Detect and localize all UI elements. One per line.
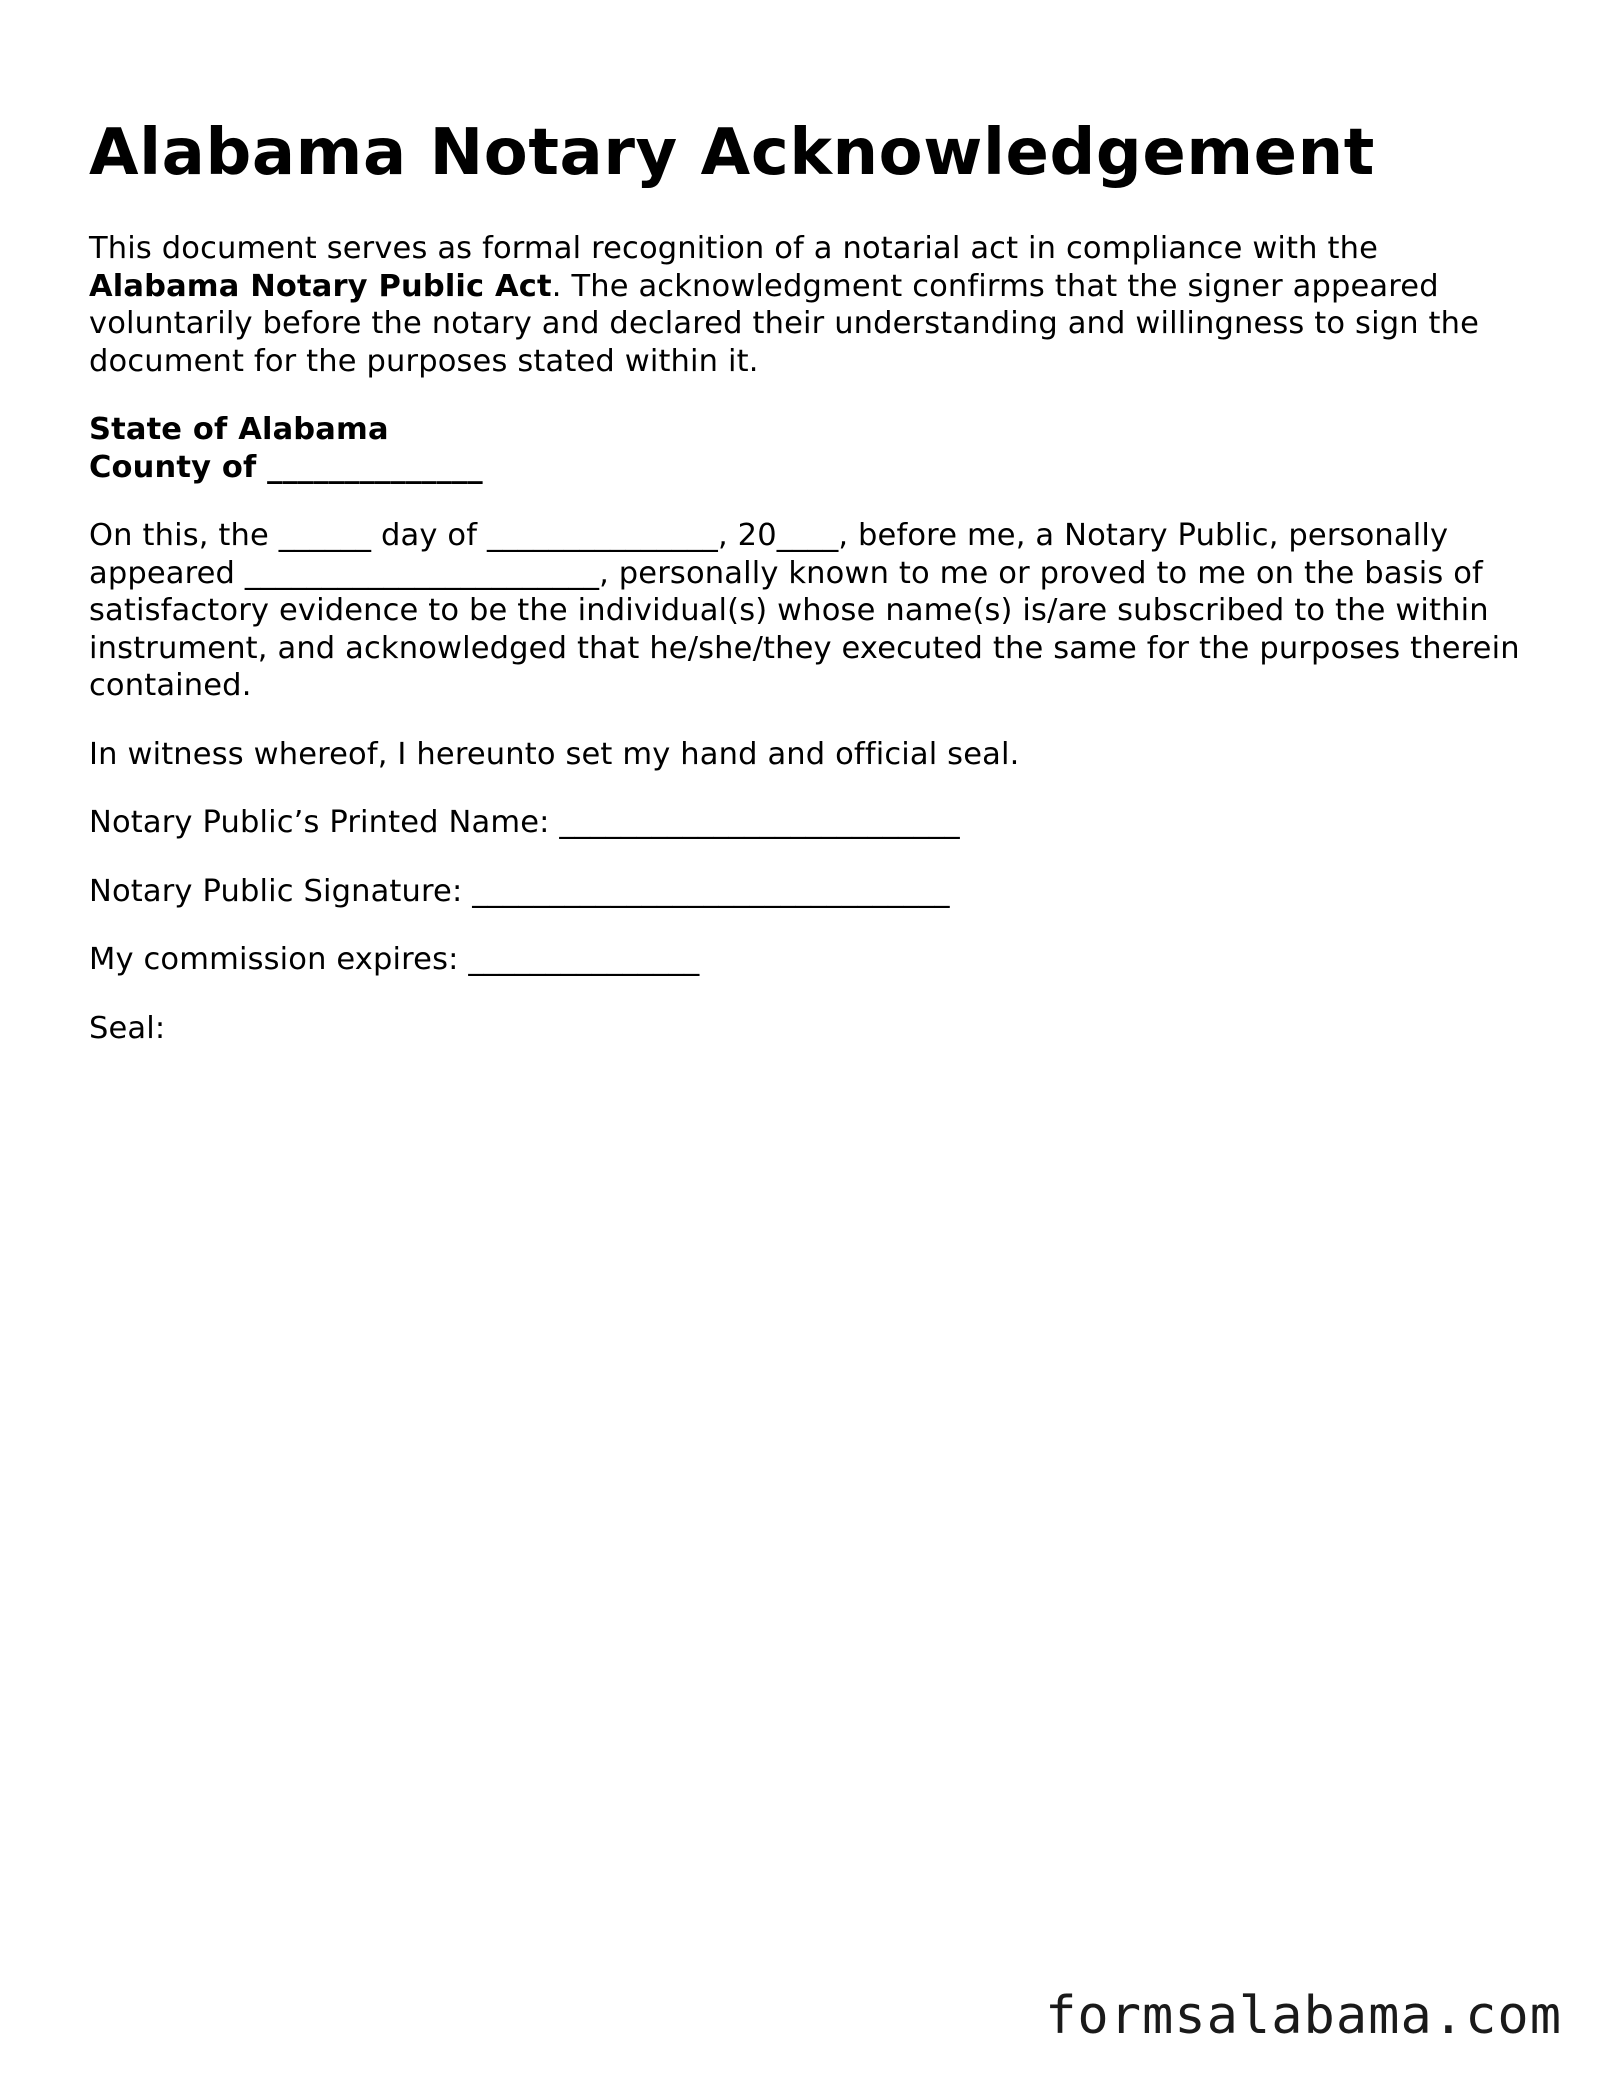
document-body: [89, 112, 1529, 1047]
act-name: Alabama Notary Public Act: [89, 268, 552, 304]
printed-name-field: Notary Public’s Printed Name: __________________________: [89, 805, 960, 840]
intro-text-start: This document serves as formal recognition of a notarial act in compliance with the: [89, 231, 1378, 266]
acknowledgment-paragraph: On this, the ______ day of _______________, 20____, before me, a Notary Public, personally appeared _______________________, personally known to me or proved to me on the basis of satisfactory evidence to be the individual(s) whose name(s) is/are subscribed to the within instrument, and acknowledged that he/she/they executed the same for the purposes therein contained.: [89, 518, 1520, 703]
county-line: County of ______________: [89, 449, 483, 485]
document-title: Alabama Notary Acknowledgement: [89, 116, 1375, 190]
intro-text-end: . The acknowledgment confirms that the signer appeared voluntarily before the notary and declared their understanding and willingness to sign the document for the purposes stated within it.: [89, 268, 1480, 379]
venue-block: [89, 411, 1529, 486]
commission-expires-field: My commission expires: _______________: [89, 942, 700, 977]
witness-statement: In witness whereof, I hereunto set my hand and official seal.: [89, 736, 1020, 772]
state-line: State of Alabama: [89, 412, 389, 447]
seal-field: Seal:: [89, 1010, 166, 1046]
signature-field: Notary Public Signature: _______________________________: [89, 873, 950, 909]
site-watermark: formsalabama.com: [1045, 1986, 1562, 2046]
intro-paragraph: [89, 230, 1529, 380]
